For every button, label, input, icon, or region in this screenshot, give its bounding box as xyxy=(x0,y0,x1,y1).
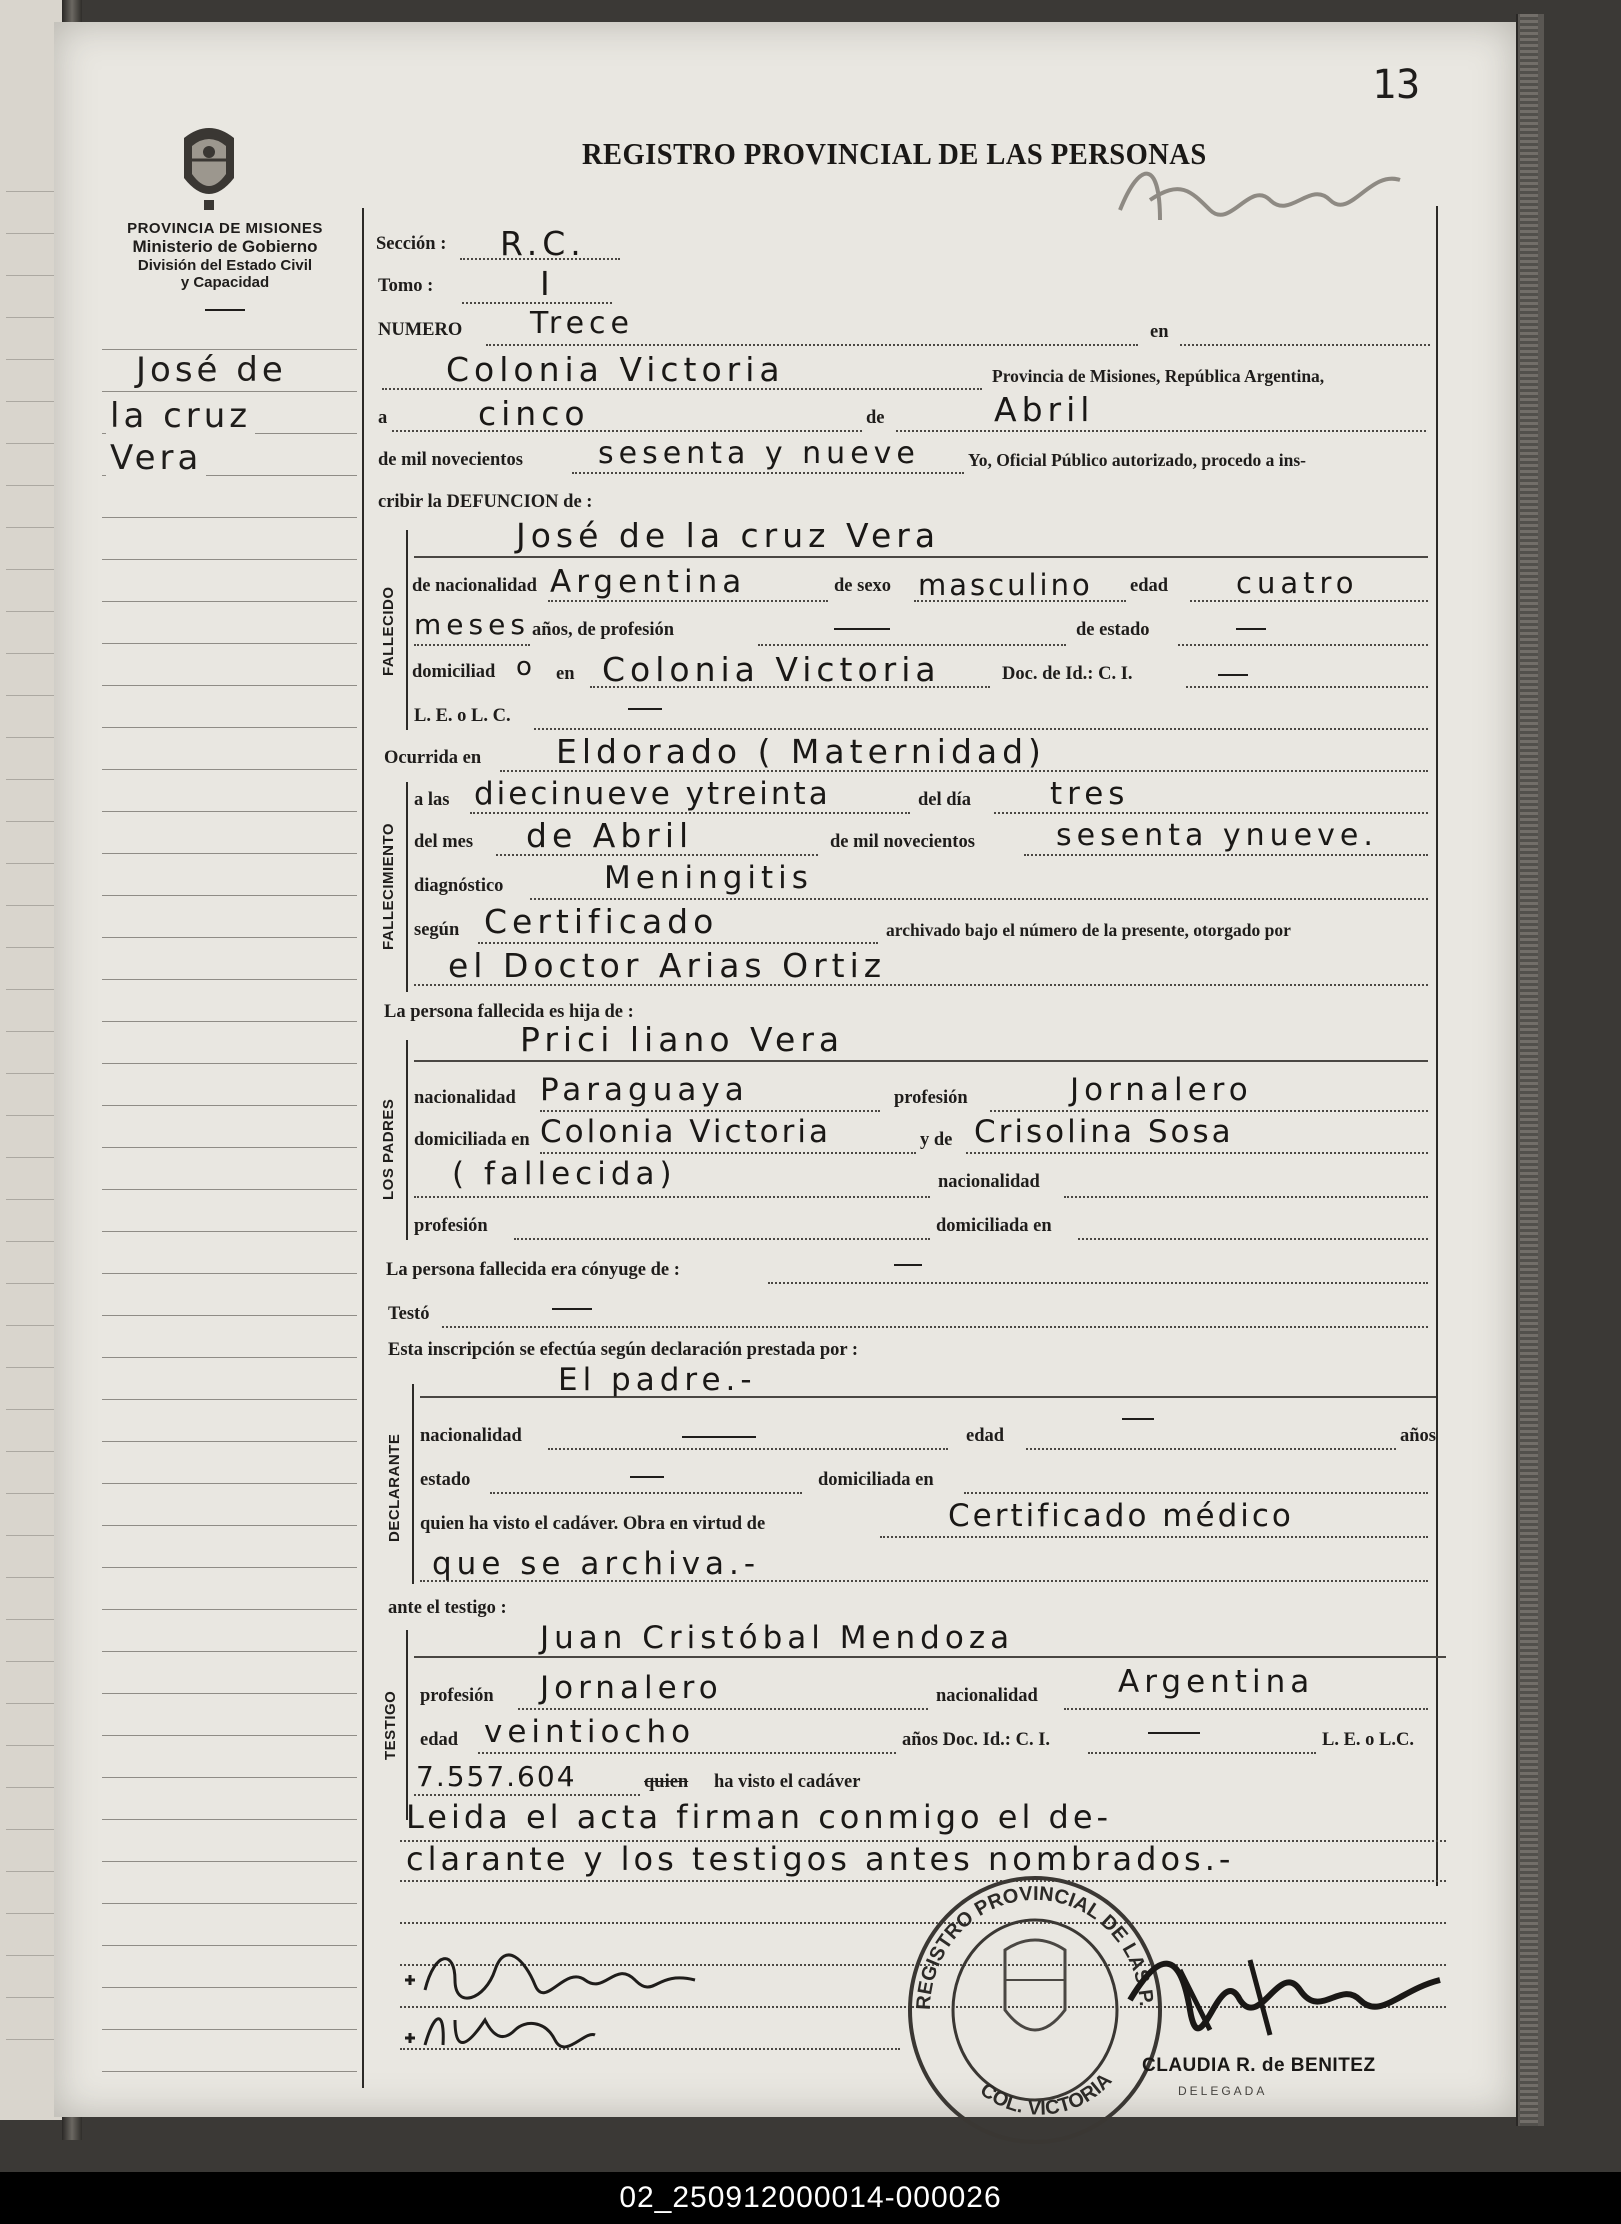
dia-value: cinco xyxy=(478,394,590,433)
division-name-cont: y Capacidad xyxy=(180,274,270,291)
de-mil-nov-label: de mil novecientos xyxy=(830,832,975,852)
conyuge-label: La persona fallecida era cónyuge de : xyxy=(386,1260,680,1280)
svg-text:COL. VICTORIA xyxy=(976,2069,1116,2120)
testigo-side-label: TESTIGO xyxy=(382,1690,399,1760)
mes-fallecimiento-value: de Abril xyxy=(526,816,694,855)
margin-divider xyxy=(362,208,364,2088)
nacionalidad-label: de nacionalidad xyxy=(412,576,537,596)
padres-side-label: LOS PADRES xyxy=(380,1098,397,1200)
padre-profesion-value: Jornalero xyxy=(1070,1072,1253,1108)
anos-label: años xyxy=(1400,1426,1436,1446)
madre-profesion-label: profesión xyxy=(414,1216,488,1236)
domicilio-value: Colonia Victoria xyxy=(602,650,941,689)
fallecido-side-label: FALLECIDO xyxy=(380,586,397,676)
hora-value: diecinueve ytreinta xyxy=(474,776,831,812)
de-label: de xyxy=(866,408,885,428)
margin-name-1: José de xyxy=(132,350,291,390)
a-las-label: a las xyxy=(414,790,450,810)
yo-label: Yo, Oficial Público autorizado, procedo a ins- xyxy=(968,450,1307,470)
tomo-value: I xyxy=(540,264,555,303)
edad-value: cuatro xyxy=(1236,566,1359,600)
anos-doc-label: años Doc. Id.: C. I. xyxy=(902,1730,1051,1750)
del-dia-label: del día xyxy=(918,790,971,810)
doc-id-label: Doc. de Id.: C. I. xyxy=(1002,664,1133,684)
testigo-profesion-value: Jornalero xyxy=(540,1670,723,1706)
obra-cont-value: que se archiva.- xyxy=(432,1546,761,1582)
provincia-label: Provincia de Misiones, República Argentina, xyxy=(992,366,1325,386)
lugar-value: Colonia Victoria xyxy=(446,350,785,389)
book-edge xyxy=(1516,14,1544,2126)
testigo-nombre: Juan Cristóbal Mendoza xyxy=(540,1620,1015,1656)
en-label-2: en xyxy=(556,664,575,684)
hija-de-label: La persona fallecida es hija de : xyxy=(384,1002,634,1022)
dia-fallecimiento-value: tres xyxy=(1050,776,1130,812)
clerk-title: DELEGADA xyxy=(1178,2084,1268,2098)
right-border xyxy=(1436,206,1438,1886)
inscribir-label: cribir la DEFUNCION de : xyxy=(378,492,593,512)
y-de-label: y de xyxy=(920,1130,953,1150)
obra-value: Certificado médico xyxy=(948,1498,1294,1534)
padre-domicilio-value: Colonia Victoria xyxy=(540,1114,831,1150)
ministry-name: Ministerio de Gobierno xyxy=(132,237,318,256)
testo-label: Testó xyxy=(388,1304,430,1324)
cierre-linea-1: Leida el acta firman conmigo el de- xyxy=(406,1798,1113,1836)
sexo-label: de sexo xyxy=(834,576,892,596)
province-name: PROVINCIA DE MISIONES xyxy=(127,220,323,237)
madre-estado-value: ( fallecida) xyxy=(452,1156,677,1192)
padre-nacionalidad-label: nacionalidad xyxy=(414,1088,516,1108)
quien-visto-label: quien ha visto el cadáver. Obra en virtud de xyxy=(420,1514,766,1534)
padre-domicilio-label: domiciliada en xyxy=(414,1130,530,1150)
annotation-scribble xyxy=(1100,140,1420,250)
testigo-edad-value: veintiocho xyxy=(484,1714,696,1750)
edad-unidad-value: meses xyxy=(414,608,530,641)
ante-testigo-label: ante el testigo : xyxy=(388,1598,507,1618)
le-olc-label: L. E. o L.C. xyxy=(1322,1730,1415,1750)
testigo-edad-label: edad xyxy=(420,1730,459,1750)
segun-value: Certificado xyxy=(484,902,719,941)
margin-name-3: Vera xyxy=(106,438,206,478)
witness-signatures xyxy=(395,1950,775,2070)
edad-label: edad xyxy=(1130,576,1169,596)
official-signature xyxy=(1120,1940,1460,2050)
declarante-side-label: DECLARANTE xyxy=(386,1433,403,1542)
anio-value: sesenta y nueve xyxy=(598,436,920,471)
en-label: en xyxy=(1150,322,1169,342)
madre-nacionalidad-label: nacionalidad xyxy=(938,1172,1040,1192)
tomo-label: Tomo : xyxy=(378,276,434,296)
de-mil-label: de mil novecientos xyxy=(378,450,523,470)
seccion-value: R.C. xyxy=(500,224,586,263)
testigo-profesion-label: profesión xyxy=(420,1686,494,1706)
declarante-estado-label: estado xyxy=(420,1470,471,1490)
stamp-text-top: REGISTRO PROVINCIAL DE LAS P. xyxy=(912,1882,1157,2011)
quien-label: quien xyxy=(644,1772,689,1792)
madre-nombre: Crisolina Sosa xyxy=(974,1114,1234,1150)
cierre-linea-2: clarante y los testigos antes nombrados.- xyxy=(406,1840,1235,1878)
seccion-label: Sección : xyxy=(376,234,447,254)
ha-visto-label: ha visto el cadáver xyxy=(714,1772,861,1792)
anos-profesion-label: años, de profesión xyxy=(532,620,675,640)
declaracion-label: Esta inscripción se efectúa según declaración prestada por : xyxy=(388,1340,859,1360)
numero-value: Trece xyxy=(530,306,634,341)
stamp-text-bottom: COL. VICTORIA xyxy=(975,2069,1117,2120)
archivado-label: archivado bajo el número de la presente, otorgado por xyxy=(886,920,1291,940)
provincial-crest-icon xyxy=(174,118,244,214)
testigo-nacionalidad-value: Argentina xyxy=(1118,1664,1315,1700)
a-label: a xyxy=(378,408,388,428)
sexo-value: masculino xyxy=(918,568,1093,602)
nacionalidad-value: Argentina xyxy=(550,564,747,600)
testigo-doc-value: 7.557.604 xyxy=(416,1760,577,1793)
diagnostico-value: Meningitis xyxy=(604,860,813,896)
issuing-authority xyxy=(90,220,360,311)
medico-value: el Doctor Arias Ortiz xyxy=(448,946,887,985)
estado-label: de estado xyxy=(1076,620,1150,640)
segun-label: según xyxy=(414,920,460,940)
declarante-domicilio-label: domiciliada en xyxy=(818,1470,934,1490)
page-title: REGISTRO PROVINCIAL DE LAS PERSONAS xyxy=(582,136,1207,171)
ocurrida-value: Eldorado ( Maternidad) xyxy=(556,732,1046,771)
domiciliado-label: domiciliad xyxy=(412,662,496,682)
clerk-name: CLAUDIA R. de BENITEZ xyxy=(1142,2055,1376,2076)
declarante-nacionalidad-label: nacionalidad xyxy=(420,1426,522,1446)
margin-name-2: la cruz xyxy=(106,396,255,436)
padre-nombre: Prici liano Vera xyxy=(520,1020,845,1059)
declarante-edad-label: edad xyxy=(966,1426,1005,1446)
padre-profesion-label: profesión xyxy=(894,1088,968,1108)
declarante-value: El padre.- xyxy=(558,1362,757,1398)
fallecido-nombre: José de la cruz Vera xyxy=(516,516,941,555)
mes-value: Abril xyxy=(994,390,1095,429)
anio-fallecimiento-value: sesenta ynueve. xyxy=(1056,818,1378,853)
domicilio-sufijo: o xyxy=(516,652,537,682)
division-name: División del Estado Civil xyxy=(137,257,313,274)
madre-domicilio-label: domiciliada en xyxy=(936,1216,1052,1236)
ocurrida-label: Ocurrida en xyxy=(384,748,482,768)
del-mes-label: del mes xyxy=(414,832,474,852)
page-number: 13 xyxy=(1372,62,1421,108)
testigo-nacionalidad-label: nacionalidad xyxy=(936,1686,1038,1706)
diagnostico-label: diagnóstico xyxy=(414,876,504,896)
numero-label: NUMERO xyxy=(378,320,463,340)
le-lc-label: L. E. o L. C. xyxy=(414,706,511,726)
fallecimiento-side-label: FALLECIMIENTO xyxy=(380,822,397,950)
image-caption: 02_250912000014-000026 xyxy=(0,2172,1621,2224)
margin-lines xyxy=(102,308,357,2088)
padre-nacionalidad-value: Paraguaya xyxy=(540,1072,749,1108)
